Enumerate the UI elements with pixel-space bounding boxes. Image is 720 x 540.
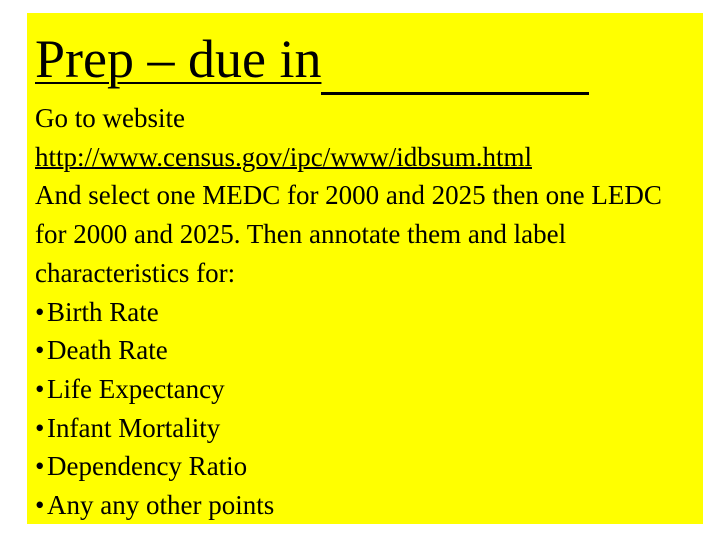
characteristics-list (35, 293, 695, 525)
list-item: •Infant Mortality (35, 409, 695, 448)
census-link[interactable]: http://www.census.gov/ipc/www/idbsum.html (35, 141, 532, 172)
bullet-icon: • (35, 373, 45, 404)
list-item: •Birth Rate (35, 293, 695, 332)
bullet-icon: • (35, 412, 45, 443)
slide-title (35, 29, 589, 89)
list-item: •Life Expectancy (35, 370, 695, 409)
slide-body (35, 99, 695, 525)
list-item: •Any any other points (35, 486, 695, 525)
bullet-icon: • (35, 490, 45, 521)
slide-title-text: Prep – due in (35, 29, 322, 89)
intro-text: Go to website (35, 103, 185, 133)
list-item: •Death Rate (35, 331, 695, 370)
bullet-icon: • (35, 451, 45, 482)
due-date-blank (321, 29, 589, 89)
list-item: •Dependency Ratio (35, 447, 695, 486)
bullet-icon: • (35, 335, 45, 366)
bullet-icon: • (35, 296, 45, 327)
slide (27, 13, 703, 524)
instructions-text: And select one MEDC for 2000 and 2025 then one LEDC for 2000 and 2025. Then annotate them and label characteristics for: (35, 180, 662, 288)
